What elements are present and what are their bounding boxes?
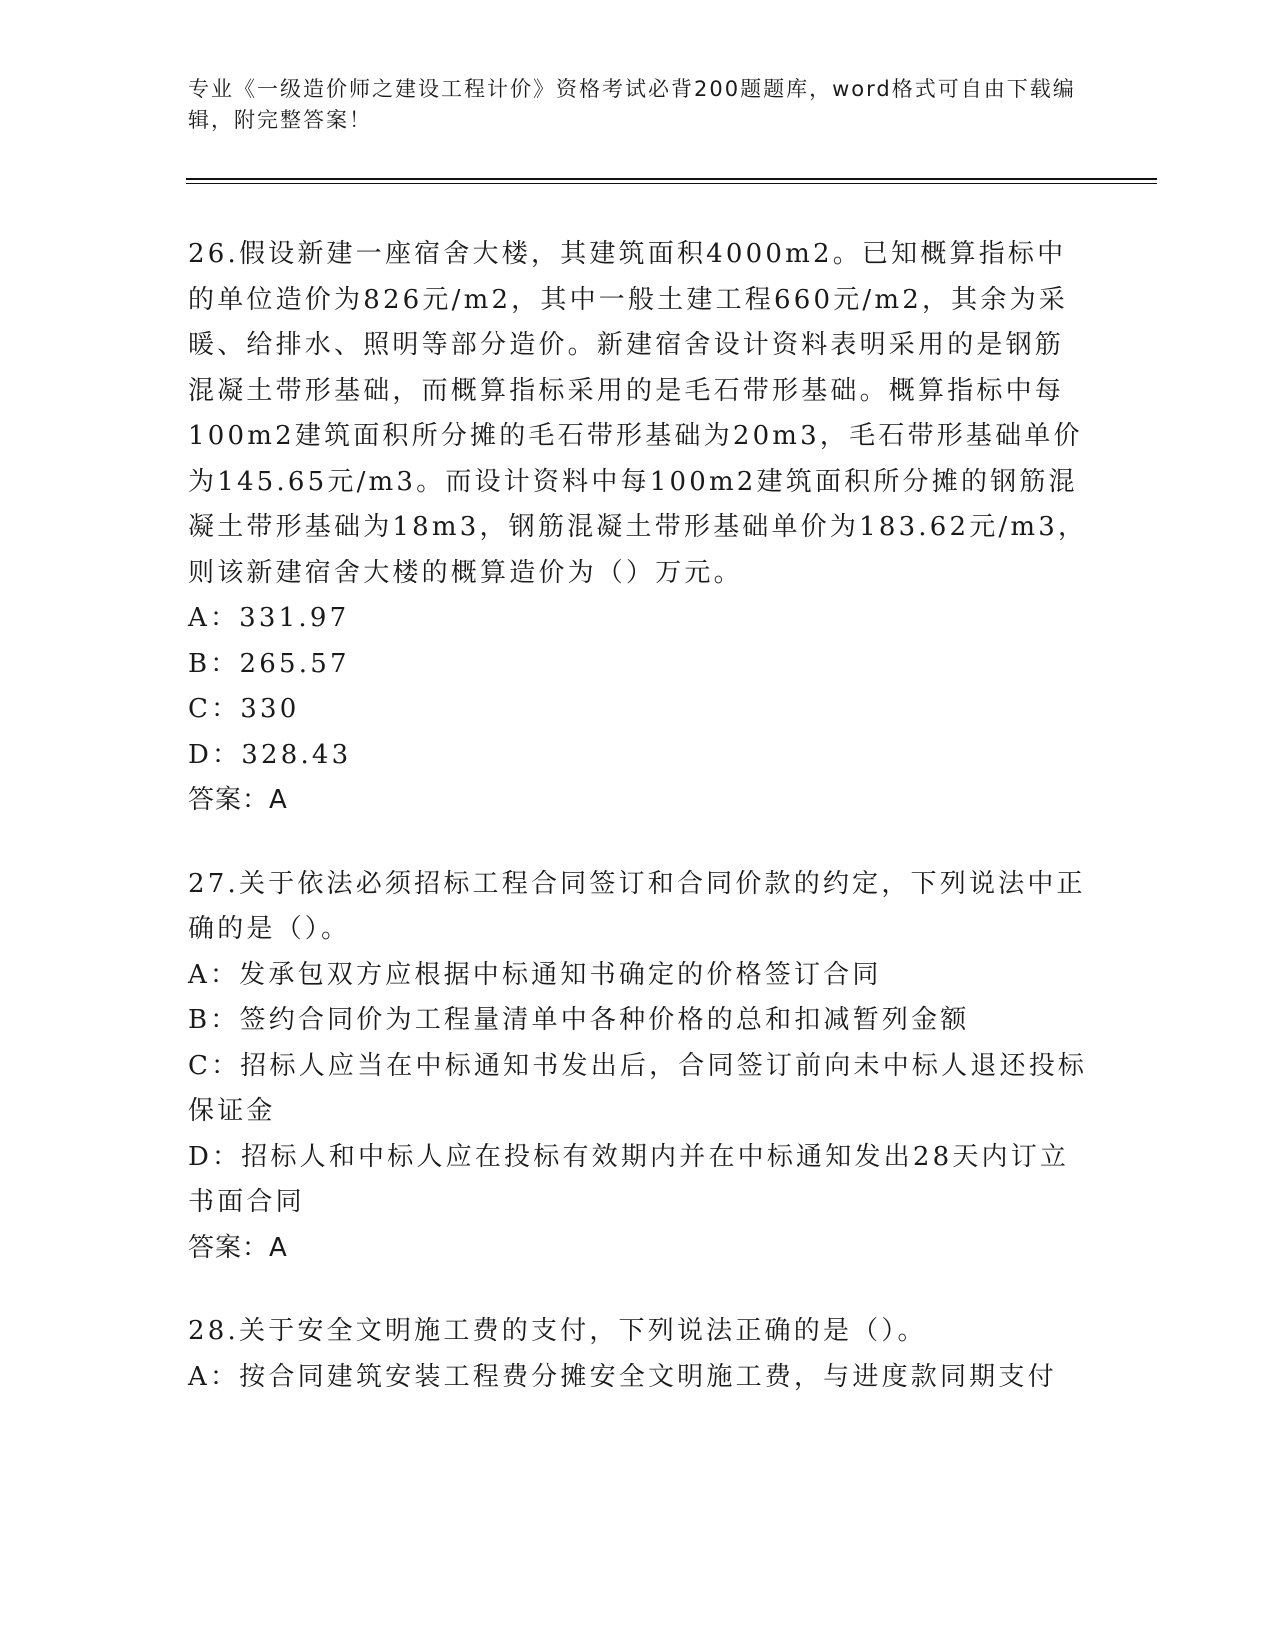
question-28 bbox=[188, 1309, 1088, 1400]
answer-text: 答案：A bbox=[188, 785, 288, 815]
option-a: A：331.97 bbox=[188, 603, 350, 633]
header-divider-thick bbox=[186, 178, 1157, 180]
option-c: C：招标人应当在中标通知书发出后，合同签订前向未中标人退还投标保证金 bbox=[188, 1050, 1088, 1126]
answer-text: 答案：A bbox=[188, 1232, 288, 1263]
option-d: D：招标人和中标人应在投标有效期内并在中标通知发出28天内订立书面合同 bbox=[188, 1141, 1070, 1217]
question-text: 27.关于依法必须招标工程合同签订和合同价款的约定，下列说法中正确的是（）。 bbox=[188, 868, 1086, 944]
question-list bbox=[188, 232, 1088, 1438]
document-header: 专业《一级造价师之建设工程计价》资格考试必背200题题库，word格式可自由下载编辑，附完整答案！ bbox=[188, 77, 1076, 132]
question-26 bbox=[188, 232, 1088, 824]
option-d: D：328.43 bbox=[188, 739, 352, 770]
question-text: 26.假设新建一座宿舍大楼，其建筑面积4000m2。已知概算指标中的单位造价为826元/m2，其中一般土建工程660元/m2，其余为采暖、给排水、照明等部分造价。新建宿舍设计资料表明采用的是钢筋混凝土带形基础，而概算指标采用的是毛石带形基础。概算指标中每100m2建筑面积所分摊的毛石带形基础为20m3，毛石带形基础单价为145.65元/m3。而设计资料中每100m2建筑面积所分摊的钢筋混凝土带形基础为18m3，钢筋混凝土带形基础单价为183.62元/m3，则该新建宿舍大楼的概算造价为（）万元。 bbox=[188, 239, 1088, 588]
question-text: 28.关于安全文明施工费的支付，下列说法正确的是（）。 bbox=[188, 1316, 927, 1346]
option-b: B：265.57 bbox=[188, 648, 350, 679]
option-a: A：按合同建筑安装工程费分摊安全文明施工费，与进度款同期支付 bbox=[188, 1361, 1057, 1392]
question-27 bbox=[188, 862, 1088, 1272]
option-c: C：330 bbox=[188, 694, 300, 724]
option-b: B：签约合同价为工程量清单中各种价格的总和扣减暂列金额 bbox=[188, 1005, 970, 1035]
header-divider-thin bbox=[186, 183, 1157, 184]
option-a: A：发承包双方应根据中标通知书确定的价格签订合同 bbox=[188, 959, 882, 990]
